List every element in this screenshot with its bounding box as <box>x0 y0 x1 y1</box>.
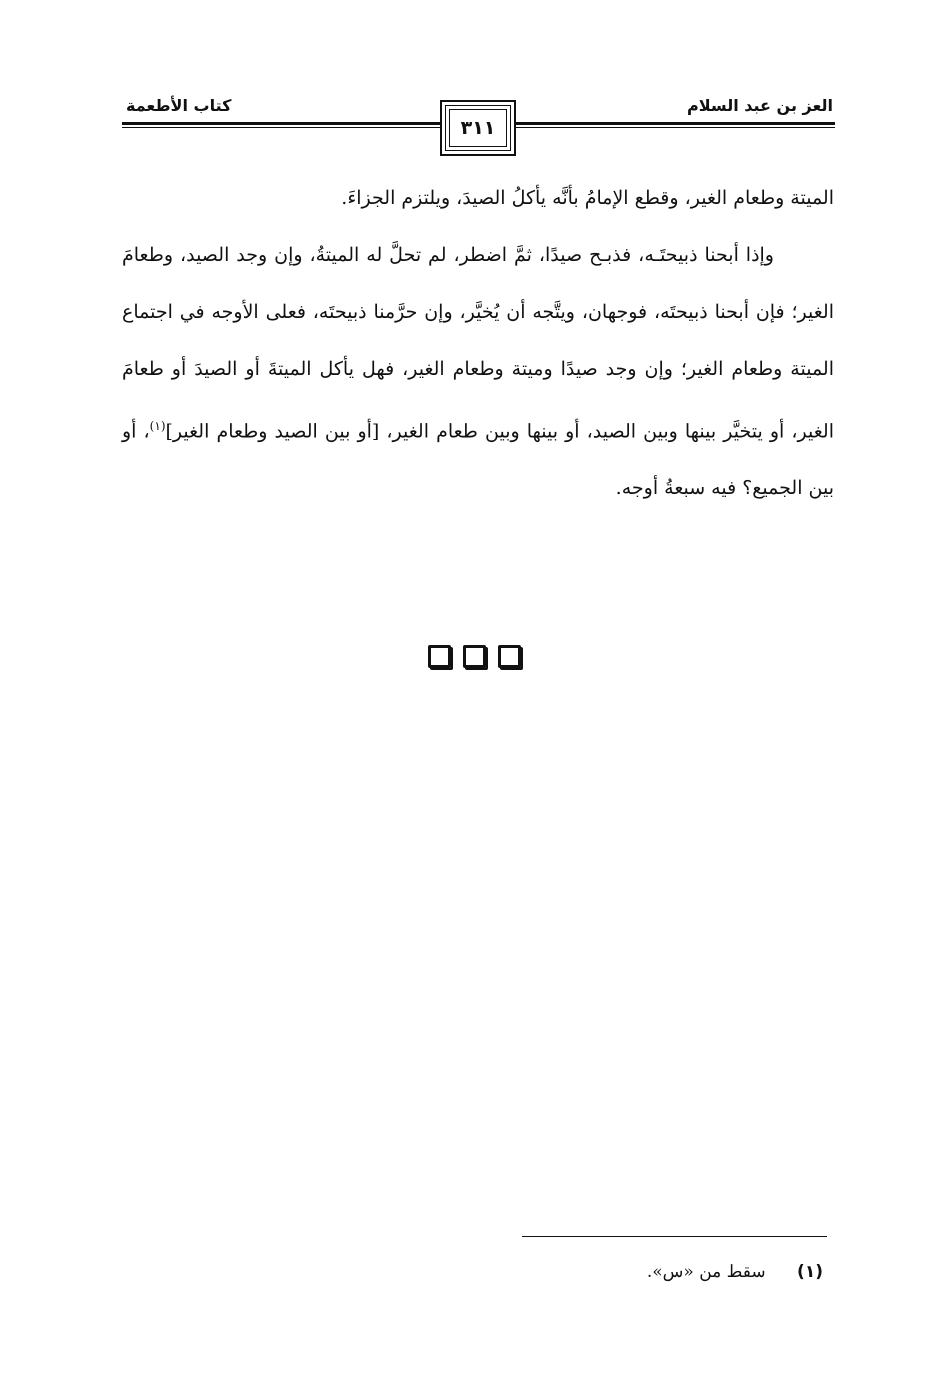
section-end-ornament <box>428 645 521 668</box>
header-author: العز بن عبد السلام <box>687 96 833 115</box>
ornament-square-icon <box>498 645 521 668</box>
ornament-square-icon <box>463 645 486 668</box>
footnote-reference: (١) <box>149 419 166 433</box>
paragraph-2-end: ، أو بين الجميع؟ فيه سبعةُ أوجه. <box>122 420 834 500</box>
footnote <box>323 1262 823 1282</box>
paragraph-2 <box>122 227 834 517</box>
header-rule-left <box>122 122 440 125</box>
header-rule-right-thin <box>512 127 835 128</box>
header-book-title: كتاب الأطعمة <box>126 96 232 115</box>
body-text <box>122 170 834 517</box>
header-rule-left-thin <box>122 127 440 128</box>
header-rule-right <box>512 122 835 125</box>
ornament-square-icon <box>428 645 451 668</box>
footnote-separator <box>522 1236 827 1237</box>
footnote-number: (١) <box>797 1262 823 1282</box>
paragraph-1: الميتة وطعام الغير، وقطع الإمامُ بأنَّه يأكلُ الصيدَ، ويلتزم الجزاءَ. <box>341 187 834 209</box>
page-number-frame <box>440 100 516 156</box>
paragraph-2-main: وإذا أبحنا ذبيحتَـه، فذبـح صيدًا، ثمَّ اضطر، لم تحلَّ له الميتةُ، وإن وجد الصيد، وطعامَ الغير؛ فإن أبحنا ذبيحتَه، فوجهان، ويتَّجه أن يُخيَّر، وإن حرَّمنا ذبيحتَه، فعلى الأوجه في اجتماع الميتة وطعام الغير؛ وإن وجد صيدًا وميتة وطعام الغير، فهل يأكل الميتةَ أو الصيدَ أو طعامَ الغير، أو يتخيَّر بينها وبين الصيد، أو بينها وبين طعام الغير، [أو بين الصيد وطعام الغير] <box>122 244 834 443</box>
page-number: ٣١١ <box>460 117 496 139</box>
footnote-text: سقط من «س». <box>646 1262 766 1282</box>
